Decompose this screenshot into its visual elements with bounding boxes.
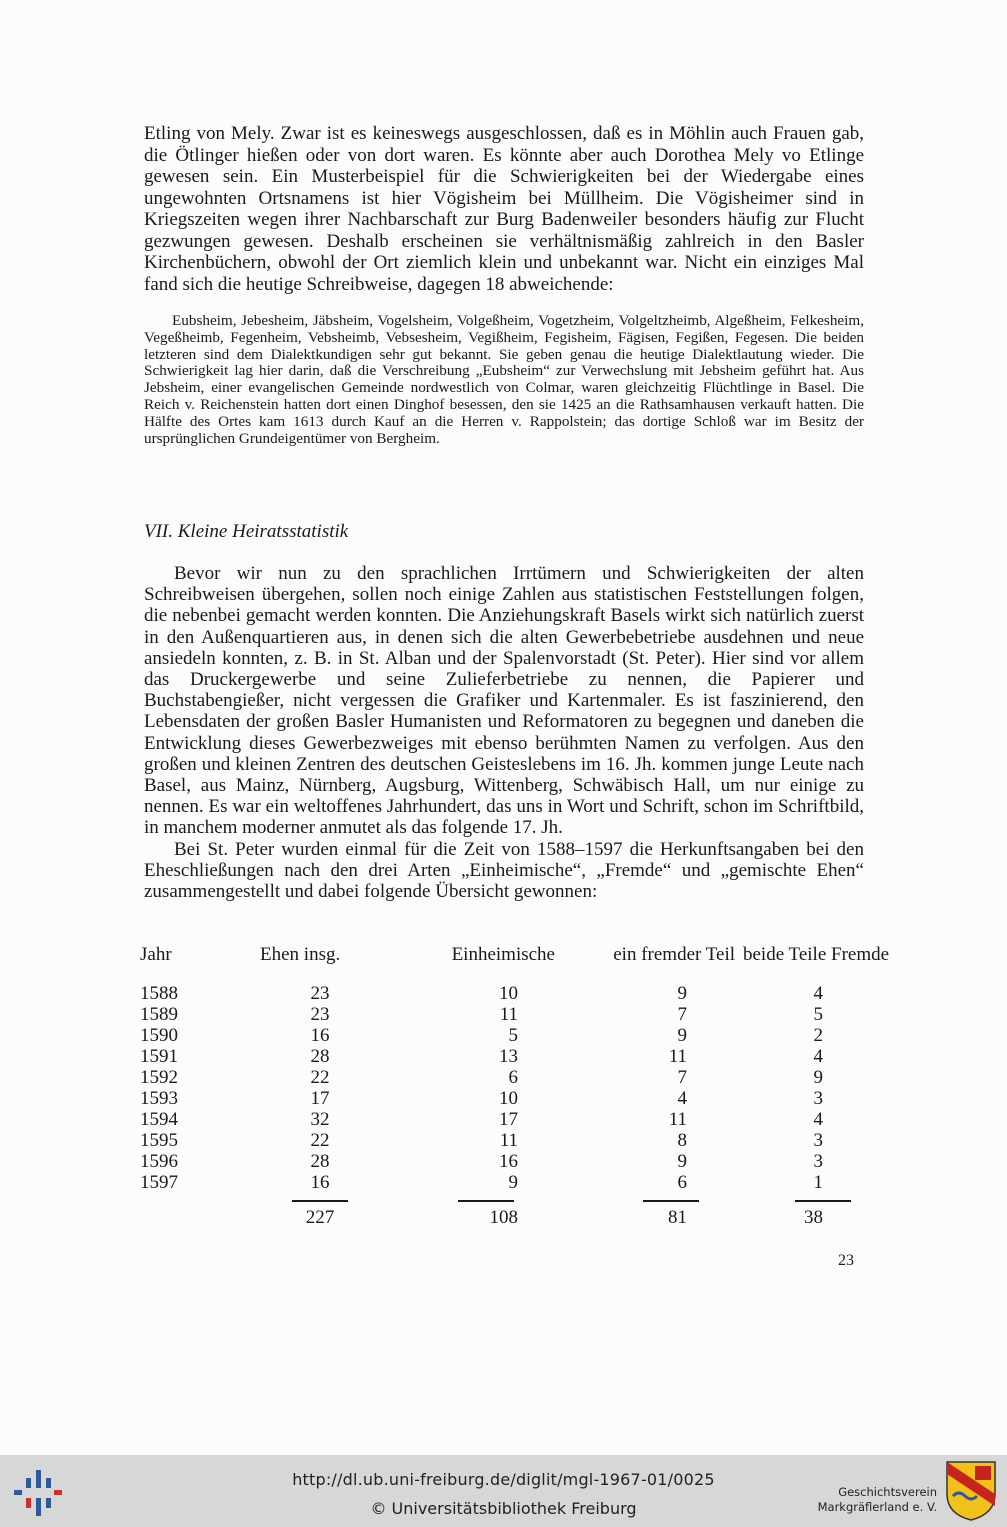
value-cell: 8 xyxy=(677,1130,687,1151)
value-cell: 11 xyxy=(668,1046,687,1067)
year-cell: 1593 xyxy=(140,1088,178,1109)
value-cell: 16 xyxy=(310,1172,330,1193)
paragraph-text: Eubsheim, Jebesheim, Jäbsheim, Vogelsheim, Volgeßheim, Vogetzheim, Volgeltzheimb, Algeßheim, Felkesheim, Vegeßheimb, Fegenheim, Vebsheimb, Vebsesheim, Vegißheim, Fegisheim, Fägisen, Fegißen, Fegesen. Die beiden letzteren sind dem Dialektkundigen sehr gut bekannt. Sie geben genau die heutige Dialektlautung wieder. Die Schwierigkeit lag hier darin, daß die Verschreibung „Eubsheim“ zur Verwechslung mit Jebsheim geführt hat. Aus Jebsheim, einer evangelischen Gemeinde nordwestlich von Colmar, waren gleichzeitig Flüchtlinge in Basel. Die Reich v. Reichenstein hatten dort einen Dinghof besessen, den sie 1425 an die Rathsamhausen verkauft hatten. Die Hälfte des Ortes kam 1613 durch Kauf an die Herren v. Rappolstein; das dortige Schloß war im Besitz der ursprünglichen Grundeigentümer von Bergheim. xyxy=(144,312,864,447)
value-cell: 9 xyxy=(677,1025,687,1046)
value-cell: 3 xyxy=(813,1088,823,1109)
value-cell: 3 xyxy=(813,1151,823,1172)
paragraph-text: Bevor wir nun zu den sprachlichen Irrtümern und Schwierigkeiten der alten Schreibweisen übergehen, sollen noch einige Zahlen aus statistischen Feststellungen folgen, die nebenbei gemacht werden konnten. Die Anziehungskraft Basels wirkt sich natürlich zuerst in den Außenquartieren aus, in denen sich die alten Gewerbebetriebe ausdehnen und neue ansiedeln konnten, z. B. in St. Alban und der Spalenvorstadt (St. Peter). Hier sind vor allem das Druckergewerbe und seine Zulieferbetriebe zu nennen, die Papierer und Buchstabengießer, nicht vergessen die Grafiker und Kartenmaler. Es ist faszinierend, den Lebensdaten der großen Basler Humanisten und Reformatoren zu begegnen und daneben die Entwicklung dieses Gewerbezweiges mit ebenso berühmten Namen zu verfolgen. Aus den großen und kleinen Zentren des deutschen Geisteslebens im 16. Jh. kommen junge Leute nach Basel, aus Mainz, Nürnberg, Augsburg, Wittenberg, Schwäbisch Hall, um nur einige zu nennen. Es war ein weltoffenes Jahrhundert, das uns in Wort und Schrift, schon im Schriftbild, in manchem moderner anmutet als das folgende 17. Jh. xyxy=(144,563,864,839)
footer-url-link[interactable]: http://dl.ub.uni-freiburg.de/diglit/mgl-1967-01/0025 xyxy=(292,1470,715,1489)
column-header: ein fremder Teil xyxy=(613,944,735,965)
sum-rule xyxy=(795,1200,851,1202)
year-cell: 1596 xyxy=(140,1151,178,1172)
sum-rule xyxy=(643,1200,699,1202)
table-row xyxy=(140,1151,903,1172)
value-cell: 11 xyxy=(499,1130,518,1151)
marriage-statistics-table xyxy=(140,944,903,1228)
year-cell: 1592 xyxy=(140,1067,178,1088)
table-row xyxy=(140,1172,903,1193)
total-cell: 227 xyxy=(305,1207,335,1228)
year-cell: 1595 xyxy=(140,1130,178,1151)
sum-rule xyxy=(458,1200,514,1202)
column-header: Einheimische xyxy=(451,944,555,965)
value-cell: 17 xyxy=(310,1088,330,1109)
value-cell: 3 xyxy=(813,1130,823,1151)
footer-bar xyxy=(0,1455,1007,1527)
year-cell: 1591 xyxy=(140,1046,178,1067)
table-body xyxy=(140,983,903,1193)
table-header-row xyxy=(140,944,903,983)
table-row xyxy=(140,983,903,1004)
value-cell: 32 xyxy=(310,1109,330,1130)
section-heading: VII. Kleine Heiratsstatistik xyxy=(144,521,349,542)
column-header: beide Teile Fremde xyxy=(743,944,890,965)
year-cell: 1594 xyxy=(140,1109,178,1130)
value-cell: 6 xyxy=(508,1067,518,1088)
footer-copyright: © Universitätsbibliothek Freiburg xyxy=(370,1499,637,1518)
year-cell: 1590 xyxy=(140,1025,178,1046)
value-cell: 4 xyxy=(677,1088,687,1109)
table-row xyxy=(140,1025,903,1046)
value-cell: 11 xyxy=(668,1109,687,1130)
value-cell: 4 xyxy=(813,983,823,1004)
value-cell: 23 xyxy=(310,1004,330,1025)
value-cell: 4 xyxy=(813,1109,823,1130)
main-paragraph xyxy=(144,123,864,295)
column-header: Jahr xyxy=(140,944,172,965)
year-cell: 1589 xyxy=(140,1004,178,1025)
value-cell: 22 xyxy=(310,1067,330,1088)
paragraph-text: Etling von Mely. Zwar ist es keineswegs ausgeschlossen, daß es in Möhlin auch Frauen gab, die Ötlinger hießen oder von dort waren. Es könnte aber auch Dorothea Mely vo Etlinge gewesen sein. Ein Musterbeispiel für die Schwierigkeiten bei der Wiedergabe eines ungewohnten Ortsnamens ist hier Vögisheim bei Müllheim. Die Vögisheimer sind in Kriegszeiten wegen ihrer Nachbarschaft zur Burg Badenweiler besonders häufig zur Flucht gezwungen gewesen. Deshalb erscheinen sie verhältnismäßig zahlreich in den Basler Kirchenbüchern, obwohl der Ort ziemlich klein und unbekannt war. Nicht ein einziges Mal fand sich die heutige Schreibweise, dagegen 18 abweichende: xyxy=(144,123,864,295)
sum-rule xyxy=(292,1200,348,1202)
society-name xyxy=(797,1485,937,1515)
society-name-line: Geschichtsverein xyxy=(838,1485,937,1499)
society-name-line: Markgräflerland e. V. xyxy=(817,1500,937,1514)
page-number: 23 xyxy=(838,1252,854,1269)
value-cell: 17 xyxy=(499,1109,518,1130)
value-cell: 10 xyxy=(499,1088,518,1109)
footnote-paragraph xyxy=(144,313,864,447)
value-cell: 2 xyxy=(813,1025,823,1046)
table-row xyxy=(140,1130,903,1151)
value-cell: 28 xyxy=(310,1046,330,1067)
table-row xyxy=(140,1004,903,1025)
value-cell: 9 xyxy=(813,1067,823,1088)
value-cell: 9 xyxy=(677,983,687,1004)
sum-rule-row xyxy=(140,1193,903,1207)
value-cell: 22 xyxy=(310,1130,330,1151)
table-row xyxy=(140,1088,903,1109)
value-cell: 6 xyxy=(677,1172,687,1193)
value-cell: 13 xyxy=(499,1046,518,1067)
value-cell: 9 xyxy=(677,1151,687,1172)
value-cell: 28 xyxy=(310,1151,330,1172)
coat-of-arms-icon[interactable] xyxy=(945,1460,997,1522)
paragraph-text: Bei St. Peter wurden einmal für die Zeit von 1588–1597 die Herkunftsangaben bei den Eheschließungen nach den drei Arten „Einheimische“, „Fremde“ und „gemischte Ehen“ zusammengestellt und dabei folgende Übersicht gewonnen: xyxy=(144,838,864,903)
value-cell: 16 xyxy=(499,1151,518,1172)
value-cell: 1 xyxy=(813,1172,823,1193)
value-cell: 11 xyxy=(499,1004,518,1025)
table-row xyxy=(140,1046,903,1067)
value-cell: 5 xyxy=(508,1025,518,1046)
total-cell: 38 xyxy=(804,1207,823,1228)
value-cell: 16 xyxy=(310,1025,330,1046)
year-cell: 1588 xyxy=(140,983,178,1004)
value-cell: 9 xyxy=(508,1172,518,1193)
column-header: Ehen insg. xyxy=(260,944,341,965)
value-cell: 7 xyxy=(677,1067,687,1088)
value-cell: 5 xyxy=(813,1004,823,1025)
table-row xyxy=(140,1067,903,1088)
table-total-row xyxy=(140,1207,903,1228)
table-row xyxy=(140,1109,903,1130)
total-cell: 81 xyxy=(668,1207,687,1228)
value-cell: 7 xyxy=(677,1004,687,1025)
total-cell: 108 xyxy=(489,1207,518,1228)
section-body xyxy=(144,563,864,902)
value-cell: 23 xyxy=(310,983,330,1004)
value-cell: 4 xyxy=(813,1046,823,1067)
value-cell: 10 xyxy=(499,983,518,1004)
year-cell: 1597 xyxy=(140,1172,178,1193)
